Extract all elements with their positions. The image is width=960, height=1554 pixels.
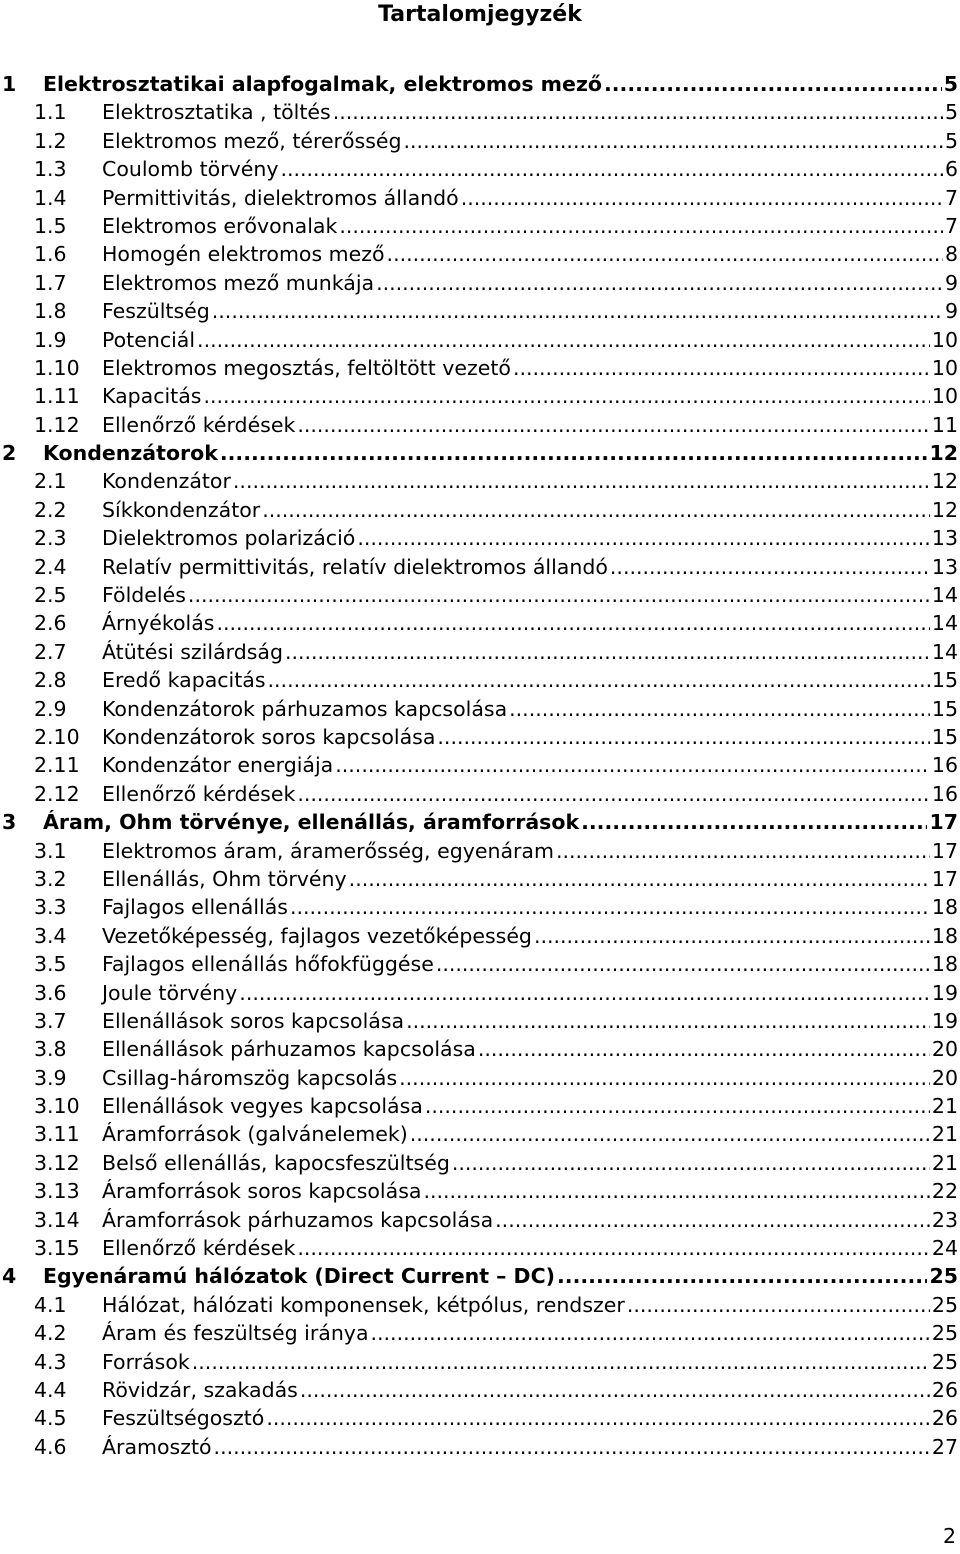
toc-entry-title: Csillag-háromszög kapcsolás bbox=[102, 1064, 399, 1092]
toc-entry-page: 15 bbox=[930, 723, 958, 751]
toc-section-entry[interactable] bbox=[0, 695, 960, 723]
toc-entry-number: 2.4 bbox=[34, 554, 67, 579]
dot-leader bbox=[557, 1262, 927, 1290]
toc-entry-page: 25 bbox=[930, 1291, 958, 1319]
toc-entry-number: 3.5 bbox=[34, 952, 67, 977]
toc-entry-number: 4 bbox=[2, 1264, 17, 1289]
toc-entry-number: 3.13 bbox=[34, 1179, 80, 1204]
toc-entry-page: 26 bbox=[930, 1404, 958, 1432]
dot-leader bbox=[349, 865, 930, 893]
dot-leader bbox=[371, 1319, 930, 1347]
toc-entry-number: 3.6 bbox=[34, 980, 67, 1005]
toc-entry-page: 13 bbox=[930, 553, 958, 581]
page-number: 2 bbox=[942, 1524, 956, 1548]
toc-entry-title: Ellenállások párhuzamos kapcsolása bbox=[102, 1035, 478, 1063]
toc-entry-page: 6 bbox=[943, 155, 958, 183]
dot-leader bbox=[233, 467, 930, 495]
toc-entry-title: Ellenállás, Ohm törvény bbox=[102, 865, 349, 893]
toc-entry-title: Ellenőrző kérdések bbox=[102, 780, 297, 808]
toc-chapter-entry[interactable] bbox=[0, 808, 960, 836]
toc-entry-number: 1.11 bbox=[34, 384, 80, 409]
dot-leader bbox=[406, 1007, 930, 1035]
dot-leader bbox=[220, 439, 928, 467]
toc-entry-page: 21 bbox=[930, 1149, 958, 1177]
toc-entry-page: 13 bbox=[930, 524, 958, 552]
toc-section-entry[interactable] bbox=[0, 950, 960, 978]
dot-leader bbox=[452, 1149, 930, 1177]
dot-leader bbox=[610, 553, 930, 581]
toc-entry-title: Kondenzátorok párhuzamos kapcsolása bbox=[102, 695, 509, 723]
toc-entry-page: 18 bbox=[930, 922, 958, 950]
dot-leader bbox=[212, 297, 943, 325]
dot-leader bbox=[399, 1064, 930, 1092]
dot-leader bbox=[188, 581, 930, 609]
toc-entry-number: 2.5 bbox=[34, 583, 67, 608]
toc-entry-title: Síkkondenzátor bbox=[102, 496, 262, 524]
toc-entry-page: 9 bbox=[943, 297, 958, 325]
toc-chapter-entry[interactable] bbox=[0, 439, 960, 467]
toc-entry-number: 1.6 bbox=[34, 242, 67, 267]
toc-section-entry[interactable] bbox=[0, 1319, 960, 1347]
dot-leader bbox=[335, 751, 930, 779]
dot-leader bbox=[300, 1376, 930, 1404]
toc-entry-title: Egyenáramú hálózatok (Direct Current – DC) bbox=[43, 1262, 557, 1290]
dot-leader bbox=[197, 326, 930, 354]
toc-entry-page: 27 bbox=[930, 1433, 958, 1461]
toc-section-entry[interactable] bbox=[0, 269, 960, 297]
toc-entry-page: 5 bbox=[943, 127, 958, 155]
toc-section-entry[interactable] bbox=[0, 1120, 960, 1148]
toc-entry-number: 3.10 bbox=[34, 1094, 80, 1119]
toc-entry-page: 23 bbox=[930, 1206, 958, 1234]
toc-entry-title: Fajlagos ellenállás bbox=[102, 893, 290, 921]
toc-entry-number: 3.12 bbox=[34, 1150, 80, 1175]
toc-section-entry[interactable] bbox=[0, 865, 960, 893]
dot-leader bbox=[192, 1348, 930, 1376]
toc-section-entry[interactable] bbox=[0, 751, 960, 779]
toc-entry-number: 1.12 bbox=[34, 412, 80, 437]
toc-section-entry[interactable] bbox=[0, 1149, 960, 1177]
toc-entry-number: 2.7 bbox=[34, 639, 67, 664]
toc-entry-number: 1.1 bbox=[34, 100, 67, 125]
dot-leader bbox=[290, 893, 930, 921]
dot-leader bbox=[627, 1291, 930, 1319]
toc-entry-title: Kapacitás bbox=[102, 382, 203, 410]
toc-entry-page: 16 bbox=[930, 751, 958, 779]
dot-leader bbox=[239, 979, 930, 1007]
toc-entry-page: 10 bbox=[930, 326, 958, 354]
dot-leader bbox=[556, 837, 930, 865]
toc-entry-page: 11 bbox=[930, 411, 958, 439]
toc-section-entry[interactable] bbox=[0, 780, 960, 808]
dot-leader bbox=[509, 695, 930, 723]
toc-entry-page: 8 bbox=[943, 240, 958, 268]
toc-entry-title: Homogén elektromos mező bbox=[102, 240, 387, 268]
toc-section-entry[interactable] bbox=[0, 98, 960, 126]
toc-section-entry[interactable] bbox=[0, 1348, 960, 1376]
toc-entry-title: Áram és feszültség iránya bbox=[102, 1319, 371, 1347]
toc-entry-title: Dielektromos polarizáció bbox=[102, 524, 357, 552]
toc-entry-title: Ellenállások soros kapcsolása bbox=[102, 1007, 406, 1035]
toc-entry-page: 18 bbox=[930, 950, 958, 978]
toc-entry-title: Elektrosztatika , töltés bbox=[102, 98, 333, 126]
toc-entry-number: 2.11 bbox=[34, 753, 80, 778]
toc-section-entry[interactable] bbox=[0, 1064, 960, 1092]
toc-entry-page: 20 bbox=[930, 1035, 958, 1063]
toc-entry-number: 2.3 bbox=[34, 526, 67, 551]
toc-entry-title: Ellenőrző kérdések bbox=[102, 1234, 297, 1262]
toc-entry-page: 5 bbox=[942, 70, 958, 98]
toc-section-entry[interactable] bbox=[0, 184, 960, 212]
toc-entry-page: 19 bbox=[930, 1007, 958, 1035]
dot-leader bbox=[534, 922, 930, 950]
toc-section-entry[interactable] bbox=[0, 240, 960, 268]
dot-leader bbox=[376, 269, 943, 297]
toc-section-entry[interactable] bbox=[0, 354, 960, 382]
toc-entry-title: Feszültségosztó bbox=[102, 1404, 266, 1432]
toc-entry-title: Áram, Ohm törvénye, ellenállás, áramforrások bbox=[43, 808, 581, 836]
toc-entry-number: 2 bbox=[2, 441, 17, 466]
toc-entry-page: 10 bbox=[930, 354, 958, 382]
toc-section-entry[interactable] bbox=[0, 1291, 960, 1319]
toc-entry-page: 16 bbox=[930, 780, 958, 808]
toc-entry-title: Kondenzátorok bbox=[43, 439, 220, 467]
toc-entry-page: 15 bbox=[930, 695, 958, 723]
toc-entry-number: 3.14 bbox=[34, 1207, 80, 1232]
toc-entry-page: 17 bbox=[930, 837, 958, 865]
toc-entry-title: Áramforrások soros kapcsolása bbox=[102, 1177, 423, 1205]
toc-section-entry[interactable] bbox=[0, 1433, 960, 1461]
dot-leader bbox=[214, 1433, 930, 1461]
dot-leader bbox=[581, 808, 927, 836]
toc-section-entry[interactable] bbox=[0, 297, 960, 325]
toc-section-entry[interactable] bbox=[0, 382, 960, 410]
toc-section-entry[interactable] bbox=[0, 467, 960, 495]
toc-entry-title: Vezetőképesség, fajlagos vezetőképesség bbox=[102, 922, 534, 950]
dot-leader bbox=[203, 382, 929, 410]
toc-entry-title: Elektrosztatikai alapfogalmak, elektromos mező bbox=[43, 70, 604, 98]
dot-leader bbox=[280, 155, 942, 183]
toc-chapter-entry[interactable] bbox=[0, 1262, 960, 1290]
toc-entry-page: 18 bbox=[930, 893, 958, 921]
toc-section-entry[interactable] bbox=[0, 155, 960, 183]
toc-entry-number: 3.15 bbox=[34, 1236, 80, 1261]
toc-entry-title: Relatív permittivitás, relatív dielektromos állandó bbox=[102, 553, 610, 581]
toc-entry-title: Áramforrások párhuzamos kapcsolása bbox=[102, 1206, 495, 1234]
toc-entry-number: 3.9 bbox=[34, 1065, 67, 1090]
toc-section-entry[interactable] bbox=[0, 666, 960, 694]
toc-section-entry[interactable] bbox=[0, 326, 960, 354]
dot-leader bbox=[285, 638, 930, 666]
toc-section-entry[interactable] bbox=[0, 638, 960, 666]
toc-entry-title: Joule törvény bbox=[102, 979, 239, 1007]
toc-entry-number: 2.12 bbox=[34, 781, 80, 806]
toc-entry-number: 1.9 bbox=[34, 327, 67, 352]
toc-entry-title: Feszültség bbox=[102, 297, 212, 325]
toc-section-entry[interactable] bbox=[0, 1404, 960, 1432]
toc-entry-page: 21 bbox=[930, 1092, 958, 1120]
toc-entry-title: Belső ellenállás, kapocsfeszültség bbox=[102, 1149, 452, 1177]
toc-section-entry[interactable] bbox=[0, 212, 960, 240]
toc-entry-number: 3.1 bbox=[34, 838, 67, 863]
toc-section-entry[interactable] bbox=[0, 524, 960, 552]
toc-entry-page: 12 bbox=[930, 467, 958, 495]
dot-leader bbox=[437, 723, 930, 751]
toc-entry-title: Árnyékolás bbox=[102, 609, 216, 637]
toc-entry-number: 3.3 bbox=[34, 895, 67, 920]
toc-entry-number: 2.6 bbox=[34, 611, 67, 636]
dot-leader bbox=[357, 524, 930, 552]
toc-entry-title: Elektromos erővonalak bbox=[102, 212, 339, 240]
toc-entry-page: 12 bbox=[930, 496, 958, 524]
toc-entry-title: Áramforrások (galvánelemek) bbox=[102, 1120, 410, 1148]
toc-entry-number: 2.10 bbox=[34, 724, 80, 749]
toc-entry-title: Források bbox=[102, 1348, 192, 1376]
toc-entry-page: 19 bbox=[930, 979, 958, 1007]
toc-entry-page: 17 bbox=[927, 808, 958, 836]
dot-leader bbox=[495, 1206, 930, 1234]
dot-leader bbox=[410, 1120, 930, 1148]
toc-entry-number: 1.8 bbox=[34, 299, 67, 324]
dot-leader bbox=[604, 70, 942, 98]
toc-entry-number: 4.1 bbox=[34, 1292, 67, 1317]
toc-chapter-entry[interactable] bbox=[0, 70, 960, 98]
toc-entry-number: 4.5 bbox=[34, 1406, 67, 1431]
toc-entry-number: 1.7 bbox=[34, 270, 67, 295]
toc-section-entry[interactable] bbox=[0, 1177, 960, 1205]
toc-section-entry[interactable] bbox=[0, 127, 960, 155]
toc-entry-number: 4.3 bbox=[34, 1349, 67, 1374]
dot-leader bbox=[297, 1234, 930, 1262]
toc-section-entry[interactable] bbox=[0, 581, 960, 609]
toc-section-entry[interactable] bbox=[0, 1007, 960, 1035]
toc-section-entry[interactable] bbox=[0, 1035, 960, 1063]
toc-entry-page: 14 bbox=[930, 581, 958, 609]
toc-section-entry[interactable] bbox=[0, 979, 960, 1007]
toc-entry-page: 15 bbox=[930, 666, 958, 694]
toc-entry-title: Potenciál bbox=[102, 326, 197, 354]
toc-entry-title: Elektromos megosztás, feltöltött vezető bbox=[102, 354, 513, 382]
toc-entry-number: 1.2 bbox=[34, 128, 67, 153]
toc-entry-page: 14 bbox=[930, 609, 958, 637]
toc-section-entry[interactable] bbox=[0, 1376, 960, 1404]
toc-entry-number: 4.4 bbox=[34, 1377, 67, 1402]
toc-entry-number: 2.1 bbox=[34, 469, 67, 494]
dot-leader bbox=[478, 1035, 930, 1063]
toc-entry-title: Kondenzátor energiája bbox=[102, 751, 335, 779]
dot-leader bbox=[387, 240, 943, 268]
toc-entry-number: 2.2 bbox=[34, 497, 67, 522]
toc-entry-number: 1.4 bbox=[34, 185, 67, 210]
toc-entry-page: 5 bbox=[943, 98, 958, 126]
toc-entry-title: Ellenőrző kérdések bbox=[102, 411, 297, 439]
toc-entry-title: Áramosztó bbox=[102, 1433, 214, 1461]
toc-entry-page: 25 bbox=[927, 1262, 958, 1290]
toc-entry-number: 4.6 bbox=[34, 1434, 67, 1459]
toc-entry-number: 3.2 bbox=[34, 866, 67, 891]
toc-entry-title: Elektromos áram, áramerősség, egyenáram bbox=[102, 837, 556, 865]
toc-section-entry[interactable] bbox=[0, 411, 960, 439]
dot-leader bbox=[425, 1092, 930, 1120]
dot-leader bbox=[297, 780, 930, 808]
toc-entry-title: Rövidzár, szakadás bbox=[102, 1376, 300, 1404]
toc-entry-number: 1 bbox=[2, 72, 17, 96]
toc-entry-page: 12 bbox=[927, 439, 958, 467]
toc-entry-title: Átütési szilárdság bbox=[102, 638, 285, 666]
toc-entry-page: 26 bbox=[930, 1376, 958, 1404]
page-title: Tartalomjegyzék bbox=[378, 2, 582, 27]
toc-section-entry[interactable] bbox=[0, 1092, 960, 1120]
toc-section-entry[interactable] bbox=[0, 496, 960, 524]
toc-section-entry[interactable] bbox=[0, 893, 960, 921]
toc-entry-title: Kondenzátor bbox=[102, 467, 233, 495]
dot-leader bbox=[404, 127, 943, 155]
toc-entry-number: 1.3 bbox=[34, 157, 67, 182]
toc-section-entry[interactable] bbox=[0, 1206, 960, 1234]
toc-entry-title: Coulomb törvény bbox=[102, 155, 280, 183]
dot-leader bbox=[333, 98, 943, 126]
toc-entry-number: 3.8 bbox=[34, 1037, 67, 1062]
toc-section-entry[interactable] bbox=[0, 609, 960, 637]
toc-entry-page: 7 bbox=[943, 212, 958, 240]
toc-section-entry[interactable] bbox=[0, 553, 960, 581]
toc-entry-number: 3.11 bbox=[34, 1122, 80, 1147]
toc-entry-number: 4.2 bbox=[34, 1321, 67, 1346]
toc-entry-page: 25 bbox=[930, 1348, 958, 1376]
toc-entry-title: Permittivitás, dielektromos állandó bbox=[102, 184, 461, 212]
toc-entry-title: Eredő kapacitás bbox=[102, 666, 268, 694]
toc-entry-number: 1.10 bbox=[34, 355, 80, 380]
toc-entry-title: Hálózat, hálózati komponensek, kétpólus, rendszer bbox=[102, 1291, 627, 1319]
dot-leader bbox=[262, 496, 930, 524]
toc-entry-title: Elektromos mező, térerősség bbox=[102, 127, 404, 155]
toc-entry-number: 3.7 bbox=[34, 1008, 67, 1033]
toc-section-entry[interactable] bbox=[0, 723, 960, 751]
toc-entry-title: Földelés bbox=[102, 581, 188, 609]
dot-leader bbox=[339, 212, 943, 240]
toc-entry-number: 3 bbox=[2, 810, 17, 835]
toc-list bbox=[0, 70, 960, 1461]
toc-entry-number: 3.4 bbox=[34, 923, 67, 948]
toc-section-entry[interactable] bbox=[0, 1234, 960, 1262]
toc-entry-page: 24 bbox=[930, 1234, 958, 1262]
toc-section-entry[interactable] bbox=[0, 837, 960, 865]
dot-leader bbox=[266, 1404, 930, 1432]
toc-entry-page: 20 bbox=[930, 1064, 958, 1092]
toc-entry-page: 21 bbox=[930, 1120, 958, 1148]
toc-entry-page: 17 bbox=[930, 865, 958, 893]
dot-leader bbox=[423, 1177, 929, 1205]
toc-entry-title: Kondenzátorok soros kapcsolása bbox=[102, 723, 437, 751]
toc-entry-page: 10 bbox=[930, 382, 958, 410]
dot-leader bbox=[297, 411, 930, 439]
toc-entry-page: 9 bbox=[943, 269, 958, 297]
dot-leader bbox=[461, 184, 943, 212]
toc-entry-number: 2.8 bbox=[34, 668, 67, 693]
toc-entry-number: 1.5 bbox=[34, 213, 67, 238]
toc-section-entry[interactable] bbox=[0, 922, 960, 950]
dot-leader bbox=[513, 354, 930, 382]
toc-entry-number: 2.9 bbox=[34, 696, 67, 721]
toc-entry-page: 7 bbox=[943, 184, 958, 212]
toc-entry-page: 25 bbox=[930, 1319, 958, 1347]
dot-leader bbox=[436, 950, 930, 978]
toc-entry-title: Elektromos mező munkája bbox=[102, 269, 376, 297]
toc-entry-page: 22 bbox=[930, 1177, 958, 1205]
toc-entry-page: 14 bbox=[930, 638, 958, 666]
dot-leader bbox=[216, 609, 929, 637]
dot-leader bbox=[268, 666, 930, 694]
toc-entry-title: Ellenállások vegyes kapcsolása bbox=[102, 1092, 425, 1120]
toc-entry-title: Fajlagos ellenállás hőfokfüggése bbox=[102, 950, 436, 978]
